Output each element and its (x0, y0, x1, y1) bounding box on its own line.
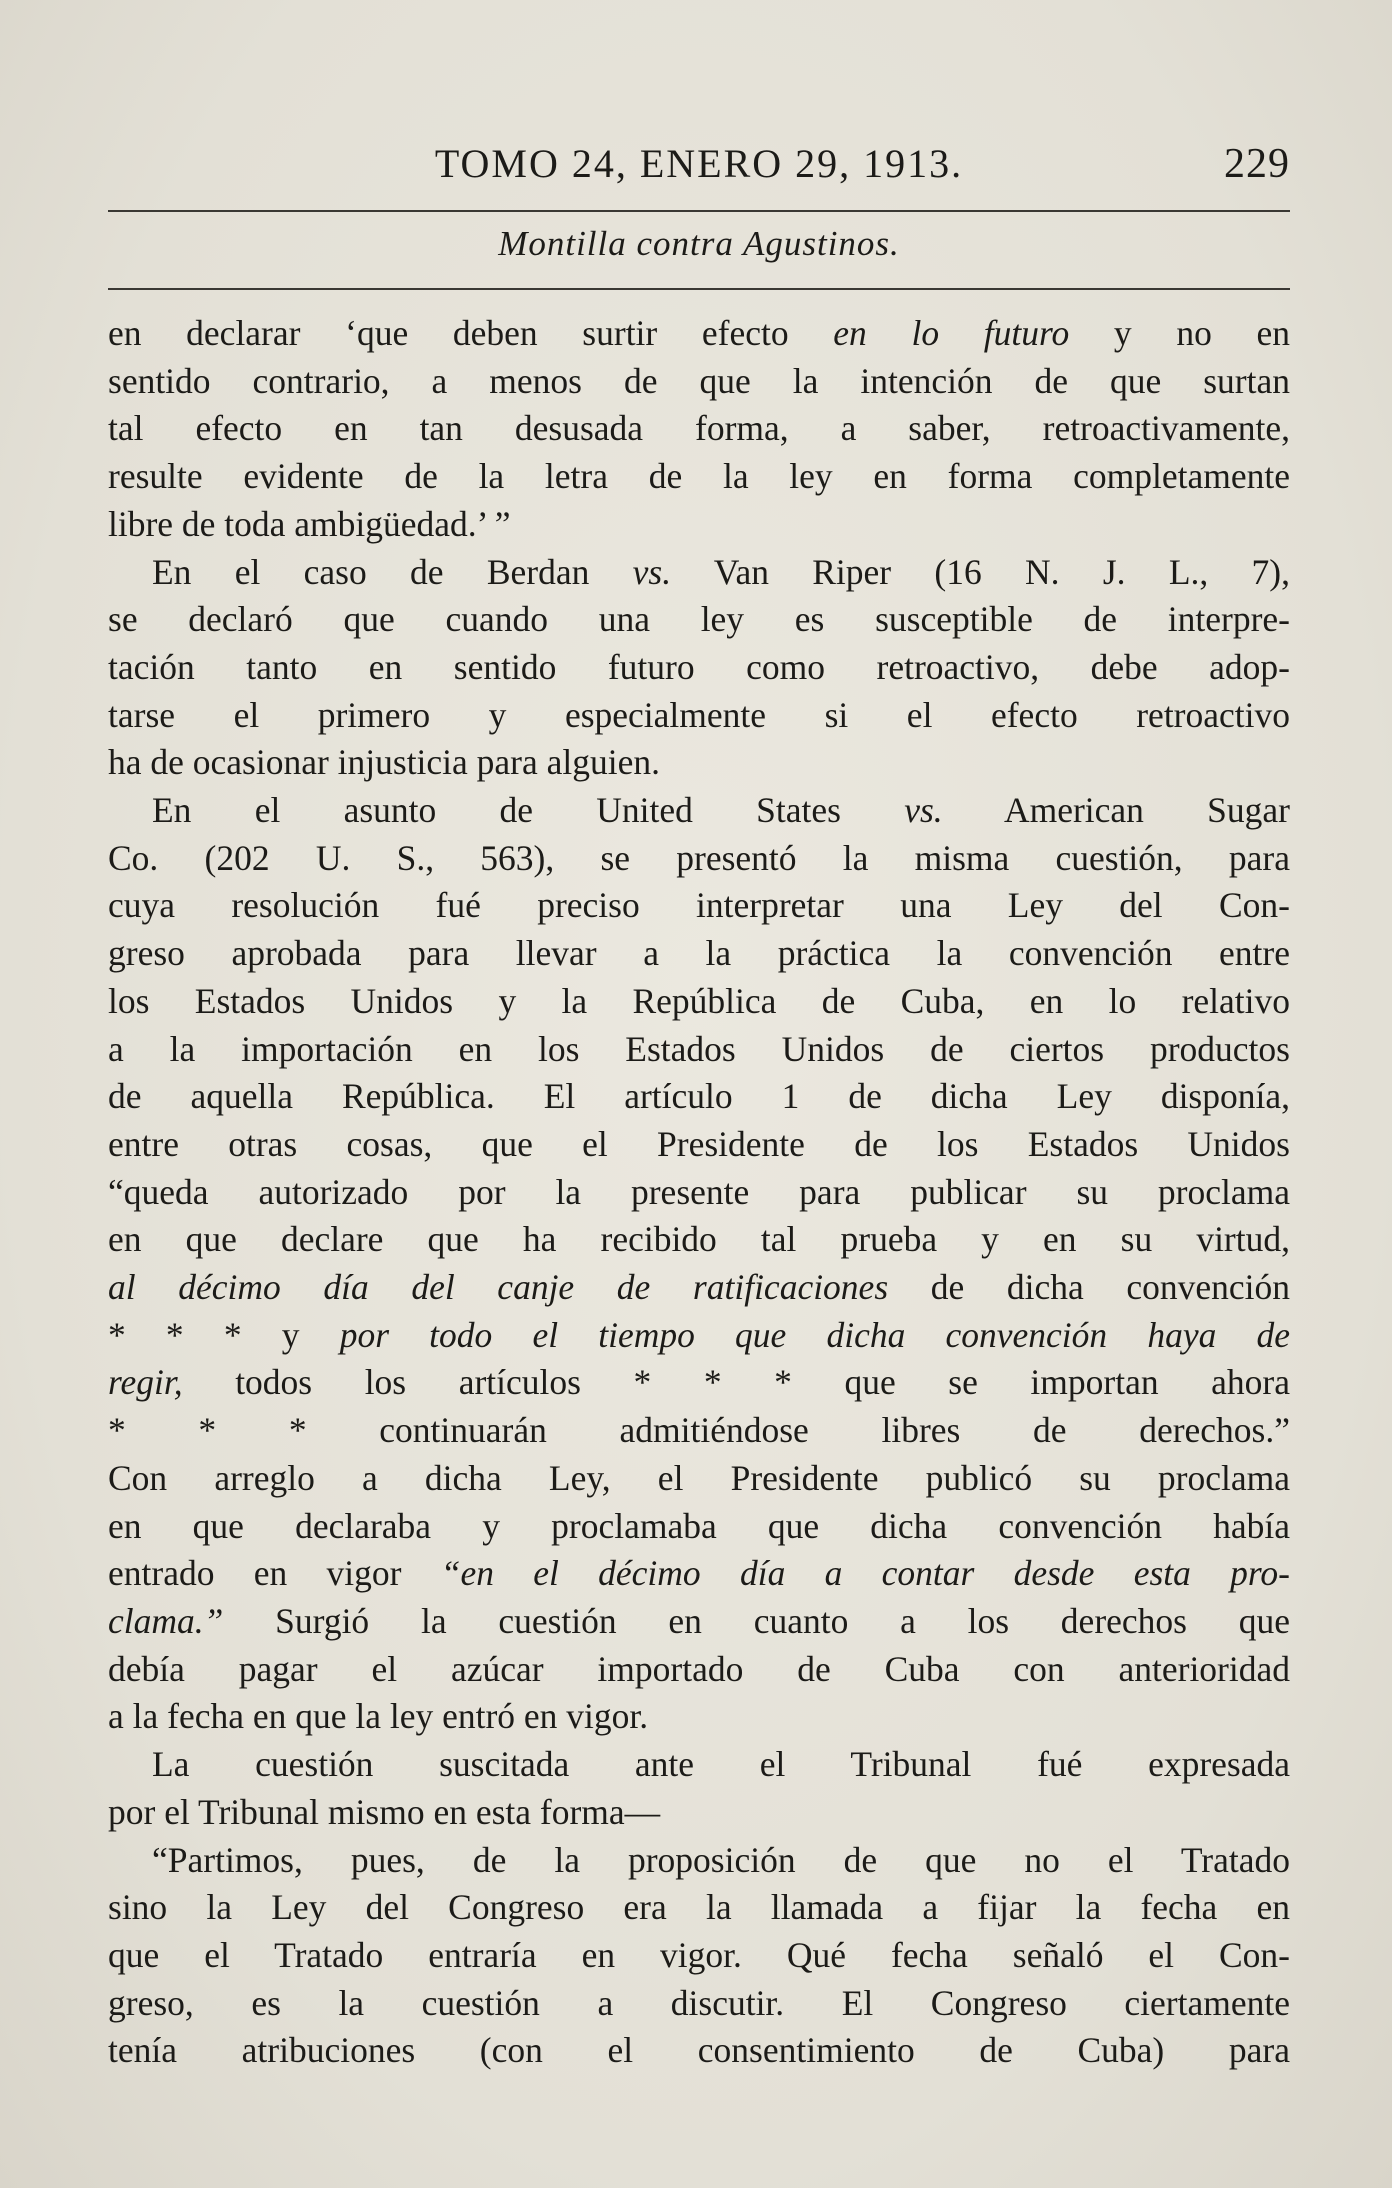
text-line: en declarar ‘que deben surtir efecto en lo futuro y no en (108, 313, 1290, 353)
text-line: En el asunto de United States vs. American Sugar (152, 790, 1290, 831)
case-title: Montilla contra Agustinos. (498, 224, 900, 263)
text-line: tarse el primero y especialmente si el efecto retroactivo (108, 694, 1290, 735)
text-line: al décimo día del canje de ratificaciones de dicha convención (108, 1267, 1290, 1308)
text-line: Co. (202 U. S., 563), se presentó la misma cuestión, para (108, 837, 1290, 878)
text-line: de aquella República. El artículo 1 de dicha Ley disponía, (108, 1076, 1290, 1117)
text-line: a la importación en los Estados Unidos de ciertos productos (108, 1028, 1290, 1069)
text-line: los Estados Unidos y la República de Cuba, en lo relativo (108, 980, 1290, 1021)
text-line: a la fecha en que la ley entró en vigor. (108, 1696, 649, 1737)
header-rule-bottom (108, 288, 1290, 290)
page-number: 229 (1224, 141, 1290, 187)
text-line: En el caso de Berdan vs. Van Riper (16 N. J. L., 7), (152, 551, 1291, 592)
text-line: greso aprobada para llevar a la práctica la convención entre (108, 933, 1290, 974)
text-line: se declaró que cuando una ley es susceptible de interpre- (108, 599, 1290, 640)
text-line: greso, es la cuestión a discutir. El Congreso ciertamente (108, 1982, 1290, 2023)
text-line: que el Tratado entraría en vigor. Qué fecha señaló el Con- (108, 1934, 1290, 1975)
header-rule-top (108, 210, 1290, 212)
text-line: en que declaraba y proclamaba que dicha convención había (108, 1505, 1290, 1546)
text-line: resulte evidente de la letra de la ley en forma completamente (108, 456, 1290, 497)
text-line: tación tanto en sentido futuro como retroactivo, debe adop- (108, 646, 1290, 687)
text-line: ha de ocasionar injusticia para alguien. (108, 742, 661, 783)
text-line: tenía atribuciones (con el consentimiento de Cuba) para (108, 2030, 1290, 2071)
text-line: “queda autorizado por la presente para publicar su proclama (108, 1171, 1290, 1212)
running-title: TOMO 24, ENERO 29, 1913. (434, 141, 964, 186)
page-header (108, 140, 1290, 200)
text-line: * * * y por todo el tiempo que dicha convención haya de (108, 1314, 1290, 1355)
text-line: tal efecto en tan desusada forma, a saber, retroactivamente, (108, 408, 1290, 449)
text-line: debía pagar el azúcar importado de Cuba con anterioridad (108, 1648, 1290, 1689)
text-line: “Partimos, pues, de la proposición de que no el Tratado (152, 1839, 1290, 1880)
body-text (108, 310, 1290, 2075)
text-line: sino la Ley del Congreso era la llamada a fijar la fecha en (108, 1887, 1290, 1928)
text-line: * * * continuarán admitiéndose libres de derechos.” (108, 1410, 1290, 1451)
text-line: Con arreglo a dicha Ley, el Presidente publicó su proclama (108, 1457, 1290, 1498)
text-line: clama.” Surgió la cuestión en cuanto a los derechos que (108, 1600, 1290, 1641)
text-line: libre de toda ambigüedad.’ ” (108, 503, 511, 544)
text-line: por el Tribunal mismo en esta forma— (108, 1791, 661, 1832)
text-line: regir, todos los artículos * * * que se importan ahora (108, 1362, 1290, 1403)
text-line: entre otras cosas, que el Presidente de los Estados Unidos (108, 1123, 1290, 1164)
text-line: entrado en vigor “en el décimo día a contar desde esta pro- (108, 1553, 1290, 1594)
text-line: cuya resolución fué preciso interpretar una Ley del Con- (108, 885, 1290, 926)
text-line: La cuestión suscitada ante el Tribunal fué expresada (152, 1744, 1290, 1785)
text-line: en que declare que ha recibido tal prueba y en su virtud, (108, 1219, 1290, 1260)
text-line: sentido contrario, a menos de que la intención de que surtan (108, 360, 1290, 401)
